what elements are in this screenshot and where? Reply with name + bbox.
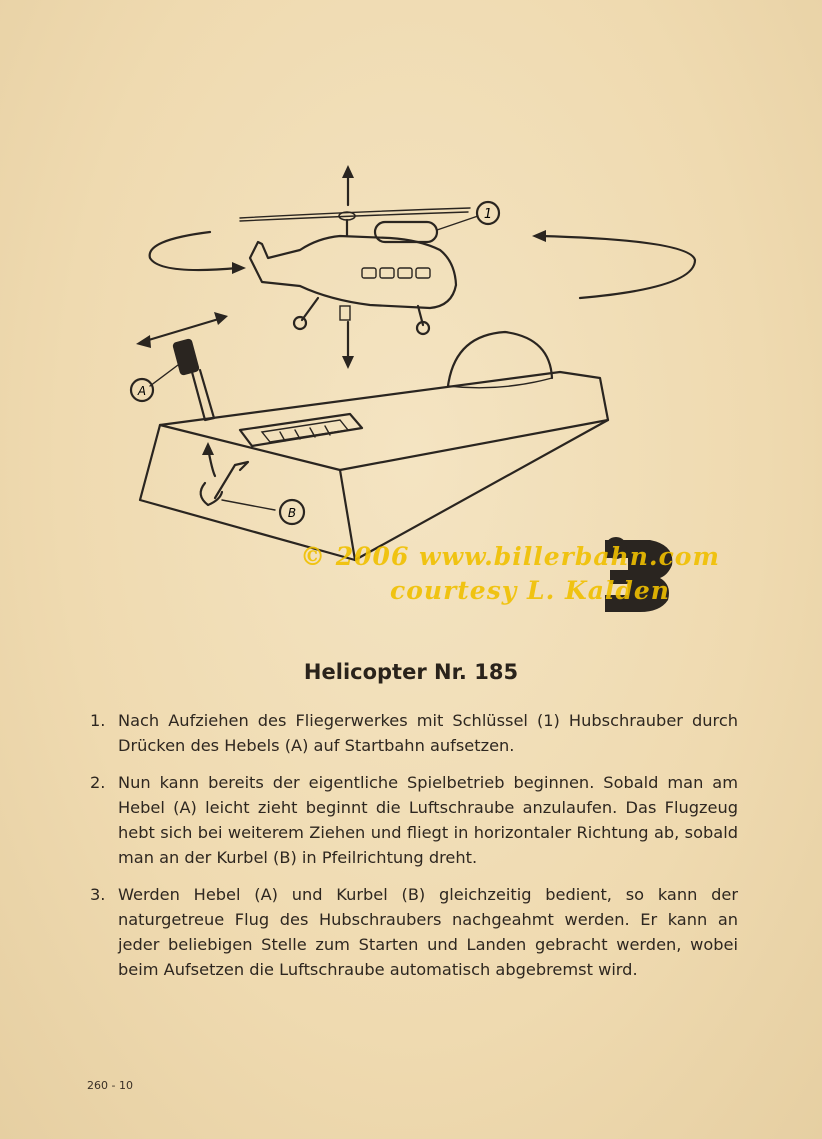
instruction-item xyxy=(90,882,738,982)
winding-key xyxy=(375,202,499,242)
callout-a-label: A xyxy=(137,384,147,398)
instruction-number: 2. xyxy=(90,773,106,792)
lever-a xyxy=(131,338,214,420)
rotation-arrow-right-icon xyxy=(532,230,695,298)
watermark-line-1: © 2006 www.billerbahn.com xyxy=(300,542,720,571)
rotation-arrow-left-icon xyxy=(150,232,246,274)
footer-code: 260 - 10 xyxy=(87,1079,133,1092)
copyright-watermark xyxy=(250,540,770,608)
down-arrow-icon xyxy=(342,322,354,369)
callout-1-label: 1 xyxy=(483,207,493,222)
instruction-text: Nun kann bereits der eigentliche Spielbetrieb beginnen. Sobald man am Hebel (A) leicht zieht beginnt die Luftschraube anzulaufen. Das Flugzeug hebt sich bei weiterem Ziehen und fliegt in horizontaler Richtung ab, sobald man an der Kurbel (B) in Pfeilrichtung dreht. xyxy=(118,773,738,867)
page-title: Helicopter Nr. 185 xyxy=(303,660,519,684)
helicopter-body xyxy=(250,236,456,334)
up-arrow-icon xyxy=(342,165,354,205)
instruction-number: 3. xyxy=(90,885,106,904)
callout-b-label: B xyxy=(287,506,297,520)
instruction-list xyxy=(90,708,738,994)
rotor-blades xyxy=(240,208,470,236)
instruction-number: 1. xyxy=(90,711,106,730)
instruction-text: Werden Hebel (A) und Kurbel (B) gleichzeitig bedient, so kann der naturgetreue Flug des Hubschraubers nachgeahmt werden. Er kann an jeder beliebigen Stelle zum Starten und Landen gebracht werden, wobei beim Aufsetzen die Luftschraube automatisch abgebremst wird. xyxy=(118,885,738,979)
launch-base xyxy=(140,332,608,560)
watermark-line-2: courtesy L. Kalden xyxy=(390,576,670,605)
instruction-item xyxy=(90,708,738,758)
instruction-item xyxy=(90,770,738,870)
instruction-text: Nach Aufziehen des Fliegerwerkes mit Schlüssel (1) Hubschrauber durch Drücken des Hebels (A) auf Startbahn aufsetzen. xyxy=(118,711,738,755)
